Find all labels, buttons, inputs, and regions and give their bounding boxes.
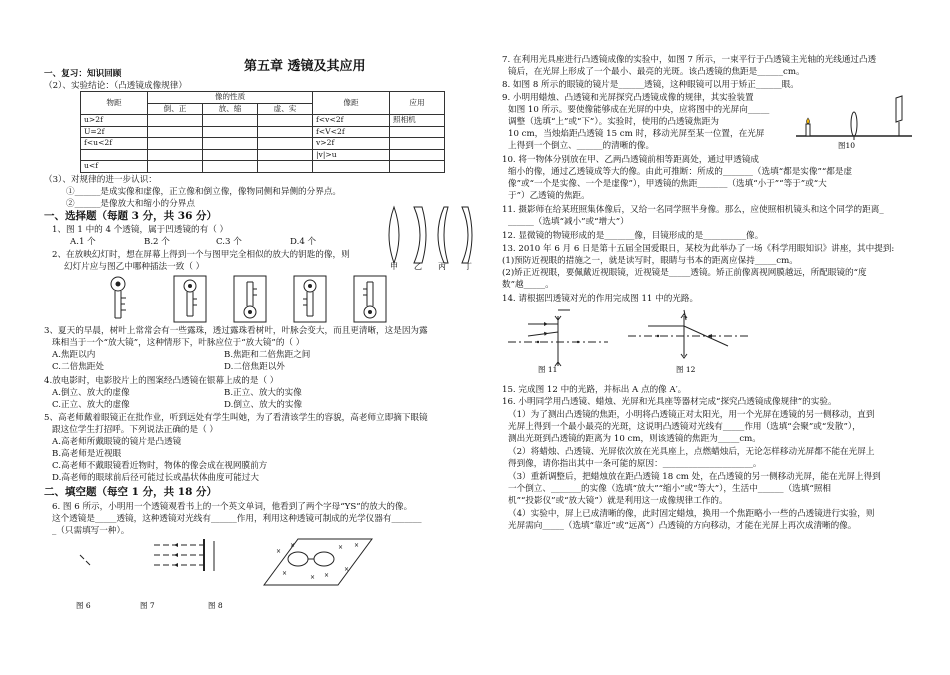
further-point-2: ②______是像放大和缩小的分界点 <box>66 199 195 209</box>
q5-option-a: A.高老师所戴眼镜的镜片是凸透镜 <box>52 437 182 447</box>
q4-option-b: B.正立、放大的实像 <box>224 388 302 398</box>
svg-text:×: × <box>338 544 344 551</box>
th-image-nature: 像的性质 <box>148 92 313 104</box>
lens-label-yi: 乙 <box>414 262 422 270</box>
cell-app: 照相机 <box>390 115 445 127</box>
figure-1-lenses <box>382 205 482 270</box>
lens-label-bing: 丙 <box>438 262 446 270</box>
convex-lens <box>851 112 857 136</box>
q4-option-c: C.正立、放大的虚像 <box>52 400 130 410</box>
q11-text-line2: ______（选填“减小”或“增大”） <box>508 217 629 227</box>
q12-text: 12. 显微镜的物镜形成的是_______像，目镜形成的是__________像。 <box>502 231 764 241</box>
q11-text-line1: 11. 摄影师在给某班照集体像后，又给一名同学照半身像。那么，应使照相机镜头和这个同学的距离_ <box>502 205 884 215</box>
q16-part3-line2: 一个倒立、_______的实像（选填“放大”“缩小”或“等大”），生活中______（选填“照相 <box>508 484 831 494</box>
q16-part3-line1: （3）重新调整后，把蜡烛放在距凸透镜 18 cm 处，在凸透镜的另一侧移动光屏，能在光屏上得到 <box>508 472 881 482</box>
q5-option-d: D.高老师的眼球前后径可能过长或晶状体曲度可能过大 <box>52 473 259 483</box>
key-option-c <box>294 276 326 322</box>
q13-text-line3: (2)矫正近视眼，要佩戴近视眼镜，近视镜是_____透镜。矫正前像离视网膜越远，所配眼镜的“度 <box>502 268 867 278</box>
page-title: 第五章 透镜及其应用 <box>244 59 366 74</box>
q7-text-line2: 镜后，在光屏上形成了一个最小、最亮的光斑。该凸透镜的焦距是______cm。 <box>508 67 805 77</box>
q10-text-line4: 于”）乙透镜的焦距。 <box>508 191 590 201</box>
th-real-virtual: 虚、实 <box>258 103 313 115</box>
q3-text-line1: 3、夏天的早晨，树叶上常常会有一些露珠，透过露珠看树叶，叶脉会变大，而且更清晰，这是因为露 <box>44 326 428 336</box>
key-option-b <box>234 276 266 322</box>
q4-text: 4.放电影时，电影胶片上的图案经凸透镜在银幕上成的是（ ） <box>44 376 279 386</box>
q1-text: 1、图 1 中的 4 个透镜，属于凹透镜的有（ ） <box>52 225 229 235</box>
q9-text-line5: 上得到一个倒立、______的清晰的像。 <box>508 141 655 151</box>
q1-option-c: C.3 个 <box>216 237 242 247</box>
th-size: 放、缩 <box>203 103 258 115</box>
figure-6-label: 图 6 <box>76 601 91 610</box>
q3-option-c: C.二倍焦距处 <box>52 362 104 372</box>
q6-text-line2: 这个透镜是_____透镜，这种透镜对光线有______作用，利用这种透镜可制成的光学仪器有_______ <box>52 514 422 524</box>
table-row <box>81 161 445 173</box>
q7-text-line1: 7. 在利用光具座进行凸透镜成像的实验中，如图 7 所示，一束平行于凸透镜主光轴的光线通过凸透 <box>502 55 877 65</box>
q5-option-b: B.高老师是近视眼 <box>52 449 122 459</box>
q16-part2-line2: 得到像，请你指出其中一条可能的原因：_____________________。 <box>508 459 762 469</box>
cell-v: v>2f <box>313 138 390 150</box>
q2-text-line2: 幻灯片应与图乙中哪种插法一致（ ） <box>64 262 205 272</box>
q6-text-line3: _（只需填写一种）。 <box>52 526 130 536</box>
cell-v: f<v<2f <box>313 115 390 127</box>
q2-text-line1: 2、在放映幻灯时，想在屏幕上得到一个与图甲完全相似的放大的钥匙的像，则 <box>52 250 350 260</box>
q16-part1-line2: 光屏上得到一个最小最亮的光斑，这说明凸透镜对光线有_____作用（选填“会聚”或“发散”）， <box>508 422 861 432</box>
figure-12-label: 图 12 <box>676 365 696 374</box>
figures-6-7-8 <box>54 537 394 612</box>
q14-text: 14. 请根据凹透镜对光的作用完成图 11 中的光路。 <box>502 294 699 304</box>
review-heading: 一、复习：知识回顾 <box>44 69 122 79</box>
figure-10-label: 图10 <box>838 141 856 150</box>
q9-text-line4: 10 cm，当烛焰距凸透镜 15 cm 时，移动光屏至某一位置，在光屏 <box>508 129 765 139</box>
q16-part1-line1: （1）为了测出凸透镜的焦距，小明将凸透镜正对太阳光，用一个光屏在透镜的另一侧移动，直到 <box>508 410 875 420</box>
th-image-distance: 像距 <box>313 92 390 115</box>
q1-option-b: B.2 个 <box>144 237 170 247</box>
q3-text-line2: 珠相当于一个“放大镜”，这种情形下，叶脉应位于“放大镜”的（ ） <box>52 338 305 348</box>
th-object-distance: 物距 <box>81 92 148 115</box>
figure-2-keys <box>104 274 404 326</box>
svg-text:×: × <box>276 548 282 555</box>
light-screen <box>896 96 902 122</box>
cell-v: |v|>u <box>313 149 390 161</box>
further-heading: （3）、对规律的进一步认识： <box>44 175 157 185</box>
q16-part3-line3: 机”“投影仪”或“放大镜”）就是利用这一成像规律工作的。 <box>508 496 728 506</box>
figure-7 <box>154 539 214 571</box>
th-orientation: 倒、正 <box>148 103 203 115</box>
figure-11 <box>508 310 608 366</box>
q8-text: 8. 如图 8 所示的眼镜的镜片是______透镜，这种眼镜可以用于矫正______眼。 <box>502 80 799 90</box>
candle <box>806 124 810 136</box>
svg-text:×: × <box>354 542 360 549</box>
table-row <box>81 138 445 150</box>
q5-text-line2: 跟这位学生打招呼。下列说法正确的是（ ） <box>52 425 219 435</box>
cell-u: u>2f <box>81 115 148 127</box>
section-choice: 一、选择题（每题 3 分，共 36 分） <box>44 210 218 222</box>
q16-part4-line2: 光屏需向_____（选填“靠近”或“远离”）凸透镜的方向移动，才能在光屏上再次成清晰的像。 <box>508 521 857 531</box>
lens-label-ding: 丁 <box>464 262 472 270</box>
lens-label-jia: 甲 <box>390 262 398 270</box>
figure-6 <box>80 555 90 565</box>
q1-option-a: A.1 个 <box>70 237 96 247</box>
q3-option-d: D.二倍焦距以外 <box>224 362 285 372</box>
q10-text-line1: 10. 将一物体分别放在甲、乙两凸透镜前相等距离处，通过甲透镜成 <box>502 155 760 165</box>
flame-icon <box>807 118 810 124</box>
q9-text-line1: 9. 小明用蜡烛、凸透镜和光屏探究凸透镜成像的规律，其实验装置 <box>502 93 754 103</box>
q4-option-a: A.倒立、放大的虚像 <box>52 388 130 398</box>
section-fill: 二、填空题（每空 1 分，共 18 分） <box>44 486 218 498</box>
q5-text-line1: 5、高老师戴着眼镜正在批作业，听到远处有学生叫她，为了看清该学生的容貌，高老师立即摘下眼镜 <box>44 413 428 423</box>
lens-imaging-table <box>80 91 445 173</box>
key-option-a <box>174 276 206 322</box>
cell-u: U=2f <box>81 126 148 138</box>
svg-text:×: × <box>290 542 296 549</box>
q13-text-line1: 13. 2010 年 6 月 6 日是第十五届全国爱眼日，某校为此举办了一场《科学用眼知识》讲座，其中提到: <box>502 244 895 254</box>
q16-part2-line1: （2）将蜡烛、凸透镜、光屏依次放在光具座上，点燃蜡烛后，无论怎样移动光屏都不能在光屏上 <box>508 447 875 457</box>
lens-yi <box>414 207 426 263</box>
figure-8 <box>264 539 372 585</box>
q9-text-line2: 如图 10 所示。要使像能够成在光屏的中央，应将图中的光屏向_____ <box>508 105 770 115</box>
cell-u: u<f <box>81 161 148 173</box>
q16-part4-line1: （4）实验中，屏上已成清晰的像，此时固定蜡烛，换用一个焦距略小一些的凸透镜进行实验，则 <box>508 509 875 519</box>
q9-text-line3: 调整（选填“上”或“下”）。实验时，使用的凸透镜焦距为 <box>508 117 719 127</box>
figure-7-label: 图 7 <box>140 601 155 610</box>
svg-text:×: × <box>344 566 350 573</box>
further-point-1: ①______是成实像和虚像，正立像和倒立像，像物同侧和异侧的分界点。 <box>66 187 342 197</box>
svg-text:×: × <box>324 572 330 579</box>
q4-option-d: D.倒立、放大的实像 <box>224 400 303 410</box>
key-option-d <box>354 276 386 322</box>
q15-text: 15. 完成图 12 中的光路，并标出 A 点的像 A′。 <box>502 385 687 395</box>
q16-text: 16. 小明同学用凸透镜、蜡烛、光屏和光具座等器材完成“探究凸透镜成像规律”的实验。 <box>502 397 837 407</box>
q16-part1-line3: 测出光斑到凸透镜的距离为 10 cm，则该透镜的焦距为_____cm。 <box>508 434 761 444</box>
svg-text:×: × <box>310 574 316 581</box>
figure-8-label: 图 8 <box>208 601 223 610</box>
q1-option-d: D.4 个 <box>290 237 317 247</box>
cell-v: f<V<2f <box>313 126 390 138</box>
figures-11-12 <box>508 306 768 374</box>
key-original <box>111 277 126 318</box>
figure-11-label: 图 11 <box>538 365 558 374</box>
q5-option-c: C.高老师不戴眼镜看近物时，物体的像会成在视网膜前方 <box>52 461 268 471</box>
figure-10-optical-bench <box>794 94 914 150</box>
q10-text-line3: 像”或“一个是实像、一个是虚像”），甲透镜的焦距_______（选填“小于”“等于”或“大 <box>508 179 827 189</box>
experiment-conclusion: （2）、实验结论：（凸透镜成像规律） <box>44 81 187 91</box>
table-row <box>81 126 445 138</box>
q13-text-line2: (1)预防近视眼的措施之一，就是读写时，眼睛与书本的距离应保持_____cm。 <box>502 256 798 266</box>
lens-jia <box>389 207 399 263</box>
th-application: 应用 <box>390 92 445 115</box>
q13-text-line4: 数”越_____。 <box>502 280 554 290</box>
figure-12 <box>628 310 748 358</box>
table-row <box>81 115 445 127</box>
lens-ding <box>462 207 472 263</box>
svg-text:×: × <box>282 570 288 577</box>
q3-option-b: B.焦距和二倍焦距之间 <box>224 350 311 360</box>
q3-option-a: A.焦距以内 <box>52 350 96 360</box>
table-row <box>81 149 445 161</box>
q6-text-line1: 6. 图 6 所示，小明用一个透镜观看书上的一个英文单词，他看到了两个字母“YS”的放大的像。 <box>52 502 413 512</box>
cell-u: f<u<2f <box>81 138 148 150</box>
lens-bing <box>438 207 448 263</box>
q10-text-line2: 缩小的像，通过乙透镜成等大的像。由此可推断：所成的_______（选填“都是实像”“都是虚 <box>508 167 853 177</box>
